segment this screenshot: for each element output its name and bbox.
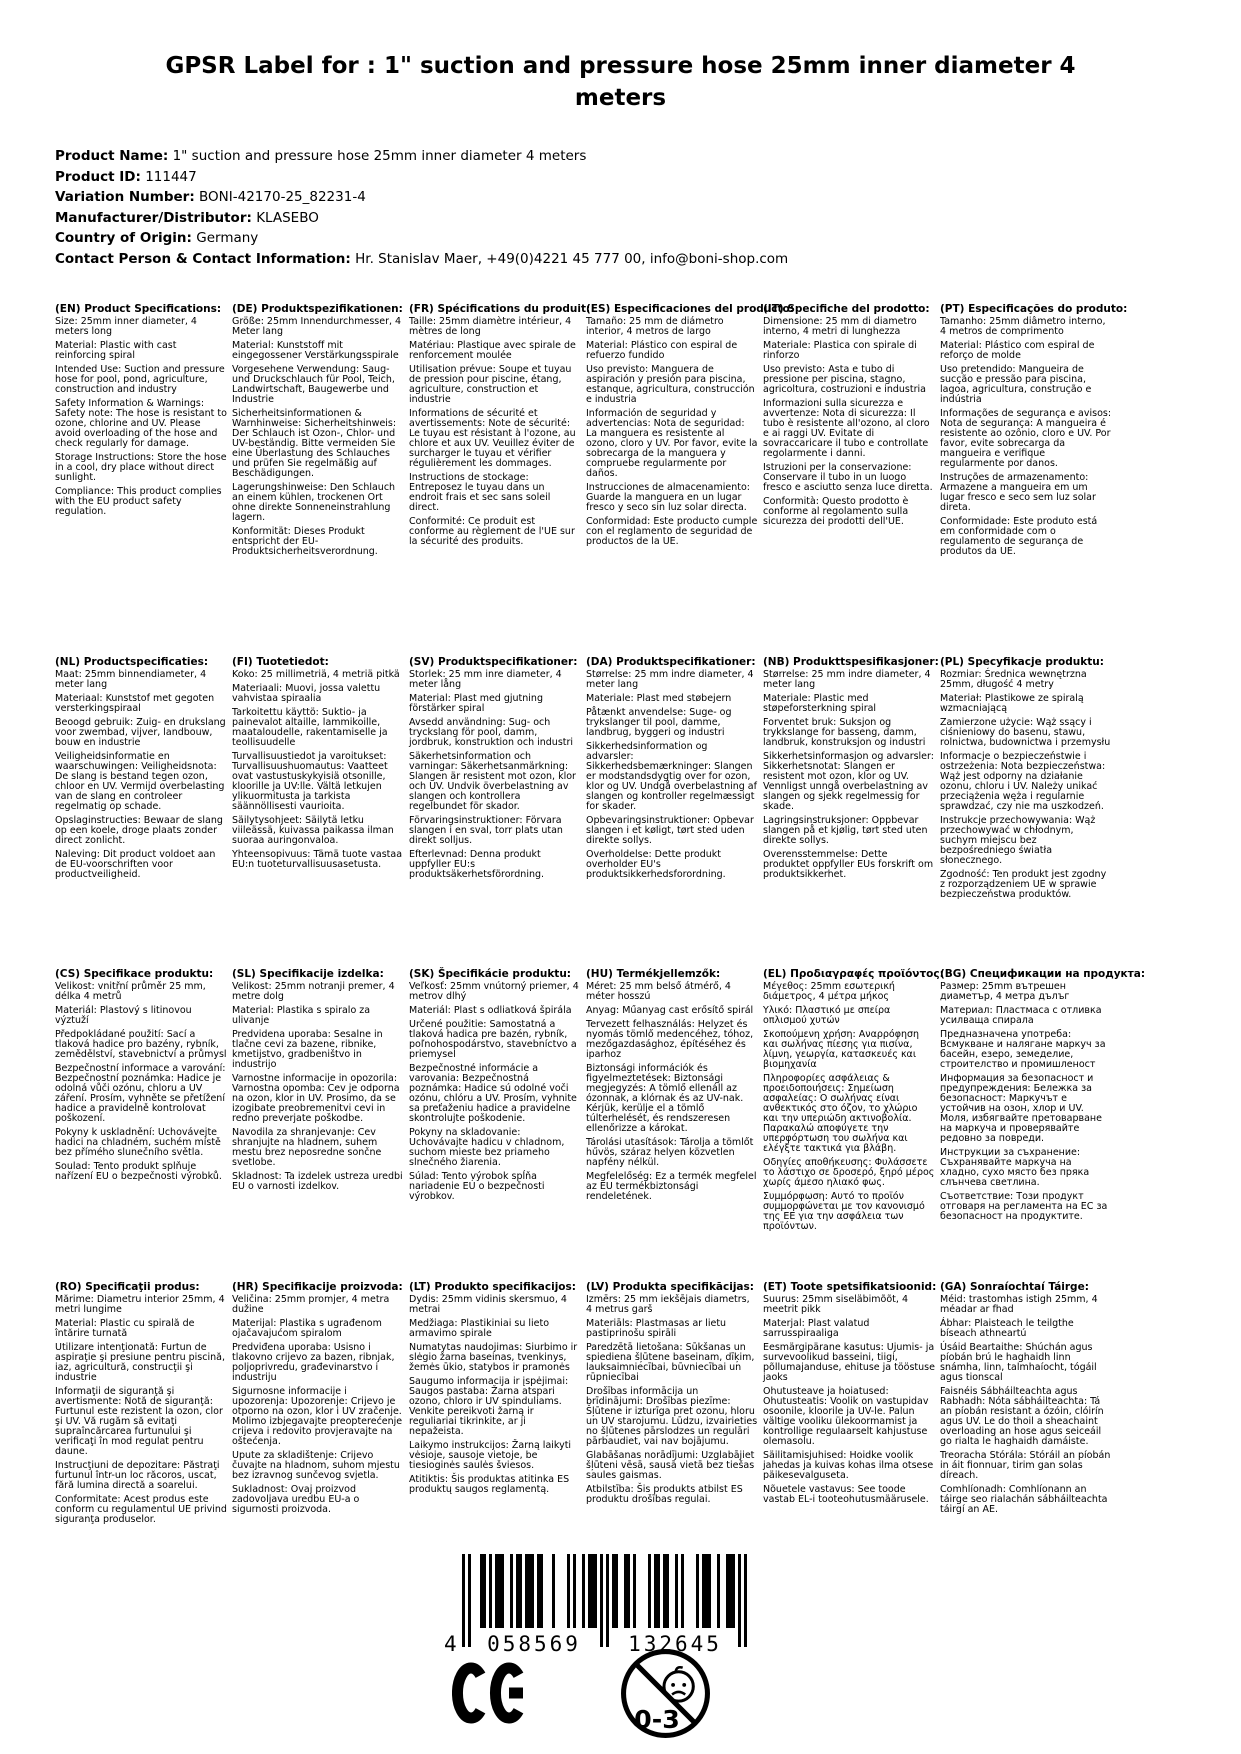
age-warning-icon (620, 1648, 711, 1739)
spec-paragraph: Opbevaringsinstruktioner: Opbevar slangen i et køligt, tørt sted uden direkte sollys. (586, 815, 754, 846)
spec-paragraph: Eesmärgipärane kasutus: Ujumis- ja survevoolikud basseini, tiigi, põllumajanduse, ehituse ja tööstuse jaoks (763, 1342, 935, 1383)
spec-paragraph: Uso previsto: Manguera de aspiración y presión para piscina, estanque, agricultura, construcción e industria (586, 364, 755, 405)
spec-paragraph: Veličina: 25mm promjer, 4 metra dužine (232, 1294, 390, 1315)
spec-paragraph: Material: Plastic with cast reinforcing spiral (55, 340, 177, 361)
spec-paragraph: Material: Plast med gjutning förstärker spiral (409, 693, 543, 714)
spec-block (409, 303, 591, 656)
spec-paragraph: Naleving: Dit product voldoet aan de EU-voorschriften voor productveiligheid. (55, 849, 216, 880)
spec-paragraph: Σκοπούμενη χρήση: Αναρρόφηση και σωλήνας πίεσης για πισίνα, λίμνη, γεωργία, κατασκευές και βιομηχανία (763, 1029, 920, 1070)
spec-block (763, 656, 939, 968)
spec-paragraph: Zgodność: Ten produkt jest zgodny z rozporządzeniem UE w sprawie bezpieczeństwa produktów. (940, 869, 1107, 900)
spec-paragraph: Размер: 25mm вътрешен диаметър, 4 метра дълъг (940, 981, 1070, 1002)
spec-paragraph: Intended Use: Suction and pressure hose for pool, pond, agriculture, construction and industry (55, 364, 225, 395)
spec-paragraph: Drošības informācija un brīdinājumi: Drošības piezīme: Šļūtene ir izturīga pret ozonu, hloru un UV starojumu. Lūdzu, izvairieties no šļūtenes pārslodzes un regulāri pārbaudiet, vai nav bojājumu. (586, 1386, 758, 1447)
spec-paragraph: Tamanho: 25mm diâmetro interno, 4 metros de comprimento (940, 316, 1106, 337)
spec-paragraph: Koko: 25 millimetriä, 4 metriä pitkä (232, 669, 400, 680)
spec-block-body (763, 982, 935, 1232)
spec-paragraph: Sigurnosne informacije i upozorenja: Upozorenje: Crijevo je otporno na ozon, klor i UV zračenje. Molimo izbjegavajte preopterećenje crijeva i redovito provjeravajte na oštećenja. (232, 1386, 403, 1447)
spec-paragraph: Μέγεθος: 25mm εσωτερική διάμετρος, 4 μέτρα μήκος (763, 981, 895, 1002)
page-title (0, 50, 1241, 114)
spec-paragraph: Instrucţiuni de depozitare: Păstraţi furtunul într-un loc răcoros, uscat, fără lumina directă a soarelui. (55, 1460, 220, 1491)
spec-block-heading: (GA) Sonraíochtaí Táirge: (940, 1281, 1089, 1293)
product-info-value: 1" suction and pressure hose 25mm inner diameter 4 meters (172, 148, 587, 164)
spec-paragraph: Materiaal: Kunststof met gegoten versterkingspiraal (55, 693, 215, 714)
spec-block-heading: (RO) Specificaţii produs: (55, 1281, 200, 1293)
spec-paragraph: Påtænkt anvendelse: Suge- og trykslanger til pool, damme, landbrug, byggeri og industri (586, 707, 732, 738)
spec-paragraph: Skladnost: Ta izdelek ustreza uredbi EU o varnosti izdelkov. (232, 1171, 403, 1192)
spec-block-body (232, 1295, 404, 1515)
spec-paragraph: Materiaali: Muovi, jossa valettu vahvistaa spiraalia (232, 683, 381, 704)
spec-paragraph: Informações de segurança e avisos: Nota de segurança: A mangueira é resistente ao ozônio, cloro e UV. Por favor, evite sobrecarga da mangueira e verifique regularmente por danos. (940, 408, 1112, 469)
spec-paragraph: Veiligheidsinformatie en waarschuwingen: Veiligheidsnota: De slang is bestand tegen ozon, chloor en UV. Vermijd overbelasting van de slang en controleer regelmatig op schade. (55, 751, 225, 812)
spec-paragraph: Utilizare intenţionată: Furtun de aspiraţie şi presiune pentru piscină, iaz, agricultură, construcţii şi industrie (55, 1342, 225, 1383)
spec-paragraph: Información de seguridad y advertencias: Nota de seguridad: La manguera es resistente al ozono, cloro y UV. Por favor, evite la sobrecarga de la manguera y compruebe regularmente por daños. (586, 408, 758, 479)
spec-block-body (232, 317, 404, 557)
spec-paragraph: Laikymo instrukcijos: Žarną laikyti vėsioje, sausoje vietoje, be tiesioginės saulės šviesos. (409, 1440, 572, 1471)
spec-block-heading: (BG) Спецификации на продукта: (940, 968, 1146, 980)
spec-paragraph: Instructions de stockage: Entreposez le tuyau dans un endroit frais et sec sans soleil direct. (409, 472, 551, 513)
spec-paragraph: Glabāšanas norādījumi: Uzglabājiet šļūteni vēsā, sausā vietā bez tiešas saules gaismas. (586, 1450, 755, 1481)
spec-block-body (409, 1295, 581, 1495)
spec-paragraph: Comhlíonadh: Comhlíonann an táirge seo rialachán sábháilteachta táirgí an AE. (940, 1484, 1108, 1515)
ce-mark-icon (452, 1662, 530, 1724)
product-info-row (55, 228, 1186, 249)
spec-paragraph: Safety Information & Warnings: Safety note: The hose is resistant to ozone, chlorine and UV. Please avoid overloading of the hose and check regularly for damage. (55, 398, 227, 449)
spec-block (409, 656, 581, 968)
product-info-value: 111447 (145, 168, 197, 185)
product-info-row (55, 146, 1186, 167)
spec-paragraph: Storlek: 25 mm inre diameter, 4 meter lång (409, 669, 562, 690)
spec-block-body (586, 317, 758, 547)
spec-paragraph: Matériau: Plastique avec spirale de renforcement moulée (409, 340, 576, 361)
product-info-value: Hr. Stanislav Maer, +49(0)4221 45 777 00, info@boni-shop.com (355, 250, 789, 267)
spec-paragraph: Turvallisuustiedot ja varoitukset: Turvallisuushuomautus: Vaatteet ovat vastustuskykyisiä otsonille, kloorille ja UV:lle. Vältä letkujen ylikuormitusta ja tarkista säännöllisesti vaurioita. (232, 751, 388, 812)
spec-block (55, 303, 227, 656)
spec-paragraph: Instrukcje przechowywania: Wąż przechowywać w chłodnym, suchym miejscu bez bezpośredniego światła słonecznego. (940, 815, 1096, 866)
spec-paragraph: Materiale: Plastic med støpeforsterkning spiral (763, 693, 877, 714)
spec-block-heading: (HU) Termékjellemzők: (586, 968, 721, 980)
spec-paragraph: Méid: trastomhas istigh 25mm, 4 méadar ar fhad (940, 1294, 1098, 1315)
spec-paragraph: Faisnéis Sábháilteachta agus Rabhadh: Nóta sábháilteachta: Tá an píobán resistant a ózóin, clóirín agus UV. Le do thoil a sheachaint overloading an hose agus seiceáil go rialta le haghaidh damáiste. (940, 1386, 1104, 1447)
spec-block-heading: (NB) Produkttspesifikasjoner: (763, 656, 939, 668)
spec-paragraph: Efterlevnad: Denna produkt uppfyller EU:s produktsäkerhetsförordning. (409, 849, 545, 880)
spec-paragraph: Materiał: Plastikowe ze spiralą wzmacniającą (940, 693, 1084, 714)
spec-paragraph: Rozmiar: Średnica wewnętrzna 25mm, długość 4 metry (940, 669, 1087, 690)
spec-paragraph: Информация за безопасност и предупреждения: Бележка за безопасност: Маркучът е устойчив на озон, хлор и UV. Моля, избягвайте претоварване на маркуча и проверявайте редовно за повреди. (940, 1073, 1102, 1144)
spec-paragraph: Sikkerhetsinformasjon og advarsler: Sikkerhetsnotat: Slangen er resistent mot ozon, klor og UV. Vennligst unngå overbelastning av slangen og sjekk regelmessig for skade. (763, 751, 934, 812)
spec-block-body (409, 982, 581, 1202)
spec-block-heading: (SV) Produktspecifikationer: (409, 656, 578, 668)
spec-block-body (940, 670, 1112, 900)
spec-paragraph: Materijal: Plastika s ugrađenom ojačavajućom spiralom (232, 1318, 382, 1339)
spec-paragraph: Megfelelőség: Ez a termék megfelel az EU termékbiztonsági rendeletének. (586, 1171, 757, 1202)
product-info-value: BONI-42170-25_82231-4 (199, 189, 366, 205)
spec-paragraph: Konformität: Dieses Produkt entspricht der EU-Produktsicherheitsverordnung. (232, 526, 378, 557)
spec-paragraph: Bezpečnostní informace a varování: Bezpečnostní poznámka: Hadice je odolná vůči ozónu, chloru a UV záření. Prosím, vyhněte se přetížení hadice a pravidelně kontrolovat poškození. (55, 1063, 226, 1124)
spec-paragraph: Οδηγίες αποθήκευσης: Φυλάσσετε το λάστιχο σε δροσερό, ξηρό μέρος χωρίς άμεσο ηλιακό φως. (763, 1157, 935, 1188)
barcode-right-digits: 132645 (628, 1632, 722, 1654)
spec-paragraph: Dydis: 25mm vidinis skersmuo, 4 metrai (409, 1294, 567, 1315)
spec-paragraph: Conformidad: Este producto cumple con el reglamento de seguridad de productos de la UE. (586, 516, 758, 547)
page-title-text: GPSR Label for : 1" suction and pressure hose 25mm inner diameter 4 meters (165, 53, 1076, 112)
spec-paragraph: Istruzioni per la conservazione: Conservare il tubo in un luogo fresco e asciutto senza luce diretta. (763, 462, 933, 493)
spec-paragraph: Soulad: Tento produkt splňuje nařízení EU o bezpečnosti výrobků. (55, 1161, 222, 1182)
spec-paragraph: Größe: 25mm Innendurchmesser, 4 Meter lang (232, 316, 402, 337)
spec-block-body (409, 317, 581, 547)
spec-block-body (586, 670, 758, 880)
barcode-first-digit: 4 (444, 1632, 457, 1654)
spec-paragraph: Pokyny k uskladnění: Uchovávejte hadici na chladném, suchém místě bez přímého slunečního světla. (55, 1127, 221, 1158)
spec-block-body (232, 670, 404, 870)
spec-block (586, 968, 758, 1281)
spec-block-heading: (ET) Toote spetsifikatsioonid: (763, 1281, 937, 1293)
spec-paragraph: Υλικό: Πλαστικό με σπείρα οπλισμού χυτών (763, 1005, 891, 1026)
spec-paragraph: Compliance: This product complies with the EU product safety regulation. (55, 486, 222, 517)
spec-block (586, 303, 794, 656)
product-info-row (55, 187, 1186, 208)
age-warning (620, 1648, 711, 1739)
spec-paragraph: Bezpečnostné informácie a varovania: Bezpečnostná poznámka: Hadice sú odolné voči ozónu, chlóru a UV. Prosím, vyhnite sa preťaženiu hadice a pravidelne skontrolujte poškodenie. (409, 1063, 577, 1124)
spec-paragraph: Tamaño: 25 mm de diámetro interior, 4 metros de largo (586, 316, 724, 337)
spec-paragraph: Säkerhetsinformation och varningar: Säkerhetsanmärkning: Slangen är resistent mot ozon, klor och UV. Undvik överbelastning av slangen och kontrollera regelbundet för skador. (409, 751, 576, 812)
spec-paragraph: Uso previsto: Asta e tubo di pressione per piscina, stagno, agricoltura, costruzioni e industria (763, 364, 926, 395)
spec-paragraph: Conformità: Questo prodotto è conforme al regolamento sulla sicurezza dei prodotti dell'UE. (763, 496, 909, 527)
spec-block-body (55, 670, 227, 880)
spec-paragraph: Ohutusteave ja hoiatused: Ohutusteatis: Voolik on vastupidav osoonile, kloorile ja UV-le. Palun vältige vooliku ülekoormamist ja kontrollige regulaarselt kahjustuse olemasolu. (763, 1386, 929, 1447)
spec-paragraph: Méret: 25 mm belső átmérő, 4 méter hosszú (586, 981, 731, 1002)
spec-block-body (409, 670, 581, 880)
spec-paragraph: Sukladnost: Ovaj proizvod zadovoljava uredbu EU-a o sigurnosti proizvoda. (232, 1484, 360, 1515)
spec-paragraph: Treoracha Stórála: Stóráil an píobán in áit fionnuar, tirim gan solas díreach. (940, 1450, 1111, 1481)
spec-block-heading: (HR) Specifikacije proizvoda: (232, 1281, 403, 1293)
barcode-left-digits: 058569 (487, 1632, 581, 1654)
spec-block-heading: (CS) Specifikace produktu: (55, 968, 214, 980)
spec-paragraph: Conformité: Ce produit est conforme au règlement de l'UE sur la sécurité des produits. (409, 516, 575, 547)
product-info-label: Product Name: (55, 148, 169, 164)
spec-block-heading: (EL) Προδιαγραφές προϊόντος: (763, 968, 944, 980)
spec-block-heading: (EN) Product Specifications: (55, 303, 222, 315)
spec-paragraph: Informaţii de siguranţă şi avertismente: Notă de siguranţă: Furtunul este rezistent la ozon, clor şi UV. Vă rugăm să evitaţi supraîncărcarea furtunului şi verificaţi în mod regulat pentru daune. (55, 1386, 223, 1457)
spec-block (232, 656, 404, 968)
product-info-label: Product ID: (55, 168, 141, 185)
spec-block-heading: (NL) Productspecificaties: (55, 656, 209, 668)
product-info-label: Contact Person & Contact Information: (55, 250, 351, 267)
spec-paragraph: Lagringsinstruksjoner: Oppbevar slangen på et kjølig, tørt sted uten direkte sollys. (763, 815, 928, 846)
spec-paragraph: Materiál: Plast s odliatková špirála (409, 1005, 572, 1016)
spec-block (409, 968, 581, 1281)
spec-paragraph: Инструкции за съхранение: Съхранявайте маркуча на хладно, сухо място без пряка слънчева светлина. (940, 1147, 1090, 1188)
spec-block-body (586, 982, 758, 1202)
spec-paragraph: Conformidade: Este produto está em conformidade com o regulamento de segurança de produtos da UE. (940, 516, 1098, 557)
spec-paragraph: Navodila za shranjevanje: Cev shranjujte na hladnem, suhem mestu brez neposredne sončne svetlobe. (232, 1127, 382, 1168)
spec-paragraph: Avsedd användning: Sug- och tryckslang för pool, damm, jordbruk, konstruktion och industri (409, 717, 574, 748)
spec-paragraph: Sikkerhedsinformation og advarsler: Sikkerhedsbemærkninger: Slangen er modstandsdygtig over for ozon, klor og UV. Undgå overbelastning af slangen og kontroller regelmæssigt for skader. (586, 741, 757, 812)
spec-paragraph: Συμμόρφωση: Αυτό το προϊόν συμμορφώνεται με τον κανονισμό της ΕΕ για την ασφάλεια των προϊόντων. (763, 1191, 925, 1232)
spec-paragraph: Предназначена употреба: Всмукване и налягане маркуч за басейн, езеро, земеделие, строителство и промишленост (940, 1029, 1106, 1070)
spec-block-body (55, 982, 227, 1182)
spec-paragraph: Súlad: Tento výrobok spĺňa nariadenie EÚ o bezpečnosti výrobkov. (409, 1171, 545, 1202)
spec-block (940, 968, 1146, 1281)
spec-paragraph: Atitiktis: Šis produktas atitinka ES produktų saugos reglamentą. (409, 1474, 570, 1495)
spec-paragraph: Beoogd gebruik: Zuig- en drukslang voor zwembad, vijver, landbouw, bouw en industrie (55, 717, 226, 748)
spec-paragraph: Säilytysohjeet: Säilytä letku viileässä, kuivassa paikassa ilman suoraa auringonvaloa. (232, 815, 394, 846)
spec-paragraph: Predvidena uporaba: Sesalne in tlačne cevi za bazene, ribnike, kmetijstvo, gradbeništvo in industrijo (232, 1029, 383, 1070)
spec-paragraph: Predviđena uporaba: Usisno i tlakovno crijevo za bazen, ribnjak, poljoprivredu, građevinarstvo i industriju (232, 1342, 395, 1383)
spec-block (586, 656, 758, 968)
spec-block (232, 1281, 404, 1529)
spec-block (940, 656, 1112, 968)
spec-block-heading: (FR) Spécifications du produit: (409, 303, 591, 315)
spec-paragraph: Velikost: 25mm notranji premer, 4 metre dolg (232, 981, 395, 1002)
product-info-row (55, 249, 1186, 270)
spec-paragraph: Maat: 25mm binnendiameter, 4 meter lang (55, 669, 207, 690)
spec-paragraph: Upute za skladištenje: Crijevo čuvajte na hladnom, suhom mjestu bez izravnog sunčevog svjetla. (232, 1450, 400, 1481)
spec-block-body (763, 317, 935, 527)
spec-paragraph: Material: Plastika s spiralo za ulivanje (232, 1005, 371, 1026)
product-info-label: Variation Number: (55, 189, 195, 205)
spec-block-body (763, 670, 935, 880)
spec-paragraph: Vorgesehene Verwendung: Saug- und Druckschlauch für Pool, Teich, Landwirtschaft, Baugewerbe und Industrie (232, 364, 395, 405)
spec-paragraph: Tarkoitettu käyttö: Suktio- ja painevalot altaille, lammikoille, maataloudelle, rakentamiselle ja teollisuudelle (232, 707, 388, 748)
spec-paragraph: Suurus: 25mm siseläbimõõt, 4 meetrit pikk (763, 1294, 908, 1315)
spec-paragraph: Veľkosť: 25mm vnútorný priemer, 4 metrov dlhý (409, 981, 579, 1002)
spec-paragraph: Velikost: vnitřní průměr 25 mm, délka 4 metrů (55, 981, 206, 1002)
ce-mark (452, 1662, 530, 1724)
spec-block (55, 1281, 227, 1529)
spec-block (55, 968, 227, 1281)
spec-paragraph: Pokyny na skladovanie: Uchovávajte hadicu v chladnom, suchom mieste bez priameho slnečného žiarenia. (409, 1127, 565, 1168)
spec-paragraph: Säilitamisjuhised: Hoidke voolik jahedas ja kuivas kohas ilma otsese päikesevalguseta. (763, 1450, 934, 1481)
spec-paragraph: Størrelse: 25 mm indre diameter, 4 meter lang (763, 669, 931, 690)
spec-block-body (586, 1295, 758, 1505)
spec-paragraph: Tervezett felhasználás: Helyzet és nyomás tömlő medencéhez, tóhoz, mezőgazdasághoz, építéséhez és iparhoz (586, 1019, 754, 1060)
product-info-row (55, 208, 1186, 229)
spec-block-heading: (DA) Produktspecifikationer: (586, 656, 756, 668)
spec-paragraph: Sicherheitsinformationen & Warnhinweise: Sicherheitshinweis: Der Schlauch ist Ozon-, Chlor- und UV-beständig. Bitte vermeiden Sie eine Überlastung des Schlauches und prüfen Sie regelmäßig auf Beschädigungen. (232, 408, 397, 479)
spec-paragraph: Uso pretendido: Mangueira de sucção e pressão para piscina, lagoa, agricultura, construção e indústria (940, 364, 1092, 405)
spec-paragraph: Πληροφορίες ασφάλειας & προειδοποιήσεις: Σημείωση ασφαλείας: Ο σωλήνας είναι ανθεκτικός στο όζον, το χλώριο και την υπεριώδη ακτινοβολία. Παρακαλώ αποφύγετε την υπερφόρτωση του σωλήνα και ελέγξτε τακτικά για βλάβη. (763, 1073, 918, 1154)
spec-block (940, 1281, 1112, 1529)
spec-block-body (232, 982, 404, 1192)
spec-paragraph: Materiāls: Plastmasas ar lietu pastiprinošu spirāli (586, 1318, 727, 1339)
spec-paragraph: Съответствие: Този продукт отговаря на регламента на ЕС за безопасност на продуктите. (940, 1191, 1108, 1222)
spec-block-heading: (LV) Produkta specifikācijas: (586, 1281, 754, 1293)
spec-block-heading: (SK) Špecifikácie produktu: (409, 968, 572, 980)
spec-paragraph: Opslaginstructies: Bewaar de slang op een koele, droge plaats zonder direct zonlicht. (55, 815, 223, 846)
spec-block-body (940, 317, 1112, 557)
spec-block-body (763, 1295, 935, 1505)
spec-paragraph: Ábhar: Plaisteach le teilgthe bíseach athneartú (940, 1318, 1074, 1339)
spec-block-heading: (PT) Especificações do produto: (940, 303, 1128, 315)
spec-paragraph: Forventet bruk: Suksjon og trykkslange for basseng, damm, landbruk, konstruksjon og industri (763, 717, 926, 748)
spec-paragraph: Medžiaga: Plastikiniai su lieto armavimo spirale (409, 1318, 550, 1339)
spec-block (232, 968, 404, 1281)
spec-block (409, 1281, 581, 1529)
spec-grid (55, 303, 1146, 1529)
product-info-value: KLASEBO (256, 209, 319, 226)
spec-paragraph: Informations de sécurité et avertissements: Note de sécurité: Le tuyau est résistant à l'ozone, au chlore et aux UV. Veuillez éviter de surcharger le tuyau et vérifier régulièrement les dommages. (409, 408, 576, 469)
spec-block-body (940, 982, 1112, 1222)
spec-paragraph: Size: 25mm inner diameter, 4 meters long (55, 316, 197, 337)
spec-block (763, 303, 935, 656)
spec-paragraph: Overholdelse: Dette produkt overholder EU's produktsikkerhedsforordning. (586, 849, 726, 880)
product-info-label: Manufacturer/Distributor: (55, 209, 252, 226)
spec-block-heading: (ES) Especificaciones del producto: (586, 303, 794, 315)
spec-paragraph: Material: Plástico con espiral de refuerzo fundido (586, 340, 738, 361)
spec-paragraph: Dimensione: 25 mm di diametro interno, 4 metri di lunghezza (763, 316, 917, 337)
spec-block (586, 1281, 758, 1529)
spec-paragraph: Materiale: Plast med støbejern (586, 693, 732, 704)
spec-paragraph: Материал: Пластмаса с отливка усилваща спирала (940, 1005, 1102, 1026)
spec-block-heading: (IT) Specifiche del prodotto: (763, 303, 930, 315)
spec-paragraph: Yhteensopivuus: Tämä tuote vastaa EU:n tuoteturvallisuusasetusta. (232, 849, 403, 870)
spec-paragraph: Informazioni sulla sicurezza e avvertenze: Nota di sicurezza: Il tubo è resistente all'ozono, al cloro e ai raggi UV. Evitate di sovraccaricare il tubo e controllate regolarmente i danni. (763, 398, 930, 459)
spec-paragraph: Material: Plástico com espiral de reforço de molde (940, 340, 1095, 361)
spec-paragraph: Utilisation prévue: Soupe et tuyau de pression pour piscine, étang, agriculture, construction et industrie (409, 364, 572, 405)
spec-block-body (940, 1295, 1112, 1515)
spec-paragraph: Paredzētā lietošana: Sūkšanas un spiediena šļūtene baseinam, dīķim, lauksaimniecībai, būvniecībai un rūpniecībai (586, 1342, 755, 1383)
spec-paragraph: Materiál: Plastový s litinovou výztuží (55, 1005, 192, 1026)
spec-paragraph: Atbilstība: Šis produkts atbilst ES produktu drošības regulai. (586, 1484, 743, 1505)
spec-paragraph: Úsáid Beartaithe: Shúchán agus píobán brú le haghaidh linn snámha, linn, talmhaíocht, tógáil agus tionscal (940, 1342, 1097, 1383)
spec-paragraph: Určené použitie: Samostatná a tlaková hadica pre bazén, rybník, poľnohospodárstvo, stavebníctvo a priemysel (409, 1019, 577, 1060)
spec-paragraph: Material: Kunststoff mit eingegossener Verstärkungsspirale (232, 340, 399, 361)
spec-block (232, 303, 404, 656)
ean-barcode (436, 1554, 757, 1654)
spec-paragraph: Förvaringsinstruktioner: Förvara slangen i en sval, torr plats utan direkt solljus. (409, 815, 563, 846)
product-info-row (55, 167, 1186, 188)
spec-block-heading: (PL) Specyfikacje produktu: (940, 656, 1104, 668)
spec-paragraph: Biztonsági információk és figyelmeztetések: Biztonsági megjegyzés: A tömlő ellenáll az ózonnak, a klórnak és az UV-nak. Kérjük, kerülje el a tömlő túlterhelését, és rendszeresen ellenőrizze a károkat. (586, 1063, 744, 1134)
product-info-value: Germany (196, 230, 259, 246)
spec-paragraph: Materjal: Plast valatud sarrusspiraaliga (763, 1318, 870, 1339)
spec-paragraph: Størrelse: 25 mm indre diameter, 4 meter lang (586, 669, 754, 690)
spec-block-heading: (DE) Produktspezifikationen: (232, 303, 403, 315)
spec-block (940, 303, 1128, 656)
spec-block-body (55, 317, 227, 517)
age-warning-label: 0-3 (634, 1704, 680, 1734)
product-info (55, 146, 1186, 269)
spec-paragraph: Nõuetele vastavus: See toode vastab EL-i tooteohutusmäärusele. (763, 1484, 929, 1505)
spec-paragraph: Instrucciones de almacenamiento: Guarde la manguera en un lugar fresco y seco sin luz solar directa. (586, 482, 750, 513)
spec-paragraph: Varnostne informacije in opozorila: Varnostna opomba: Cev je odporna na ozon, klor in UV. Prosimo, da se izogibate preobremenitvi cevi in redno preverjate poškodbe. (232, 1073, 400, 1124)
spec-paragraph: Lagerungshinweise: Den Schlauch an einem kühlen, trockenen Ort ohne direkte Sonneneinstrahlung lagern. (232, 482, 396, 523)
spec-paragraph: Zamierzone użycie: Wąż ssący i ciśnieniowy do basenu, stawu, rolnictwa, budownictwa i przemysłu (940, 717, 1111, 748)
spec-paragraph: Tárolási utasítások: Tárolja a tömlőt hűvös, száraz helyen közvetlen napfény nélkül. (586, 1137, 754, 1168)
spec-block-heading: (LT) Produkto specifikacijos: (409, 1281, 576, 1293)
spec-paragraph: Anyag: Műanyag cast erősítő spirál (586, 1005, 754, 1016)
product-info-label: Country of Origin: (55, 230, 192, 246)
spec-paragraph: Storage Instructions: Store the hose in a cool, dry place without direct sunlight. (55, 452, 227, 483)
spec-paragraph: Předpokládané použití: Sací a tlaková hadice pro bazény, rybník, zemědělství, stavebnictví a průmysl (55, 1029, 227, 1060)
spec-paragraph: Conformitate: Acest produs este conform cu regulamentul UE privind siguranţa produselor. (55, 1494, 227, 1525)
spec-block (763, 1281, 935, 1529)
spec-block-heading: (SL) Specifikacije izdelka: (232, 968, 384, 980)
spec-paragraph: Informacje o bezpieczeństwie i ostrzeżenia: Nota bezpieczeństwa: Wąż jest odporny na działanie ozonu, chloru i UV. Należy unikać przeciążenia węża i regularnie sprawdzać, czy nie ma uszkodzeń. (940, 751, 1106, 812)
spec-paragraph: Materiale: Plastica con spirale di rinforzo (763, 340, 917, 361)
spec-paragraph: Overensstemmelse: Dette produktet oppfyller EUs forskrift om produktsikkerhet. (763, 849, 934, 880)
spec-paragraph: Mărime: Diametru interior 25mm, 4 metri lungime (55, 1294, 225, 1315)
spec-paragraph: Material: Plastic cu spirală de întărire turnată (55, 1318, 195, 1339)
spec-block-heading: (FI) Tuotetiedot: (232, 656, 329, 668)
barcode-icon (436, 1554, 757, 1654)
spec-paragraph: Numatytas naudojimas: Siurbimo ir slėgio žarna baseinas, tvenkinys, žemės ūkio, statybos ir pramonės (409, 1342, 578, 1373)
spec-block-body (55, 1295, 227, 1525)
spec-block (55, 656, 227, 968)
spec-paragraph: Instruções de armazenamento: Armazene a mangueira em um lugar fresco e seco sem luz solar direta. (940, 472, 1096, 513)
spec-paragraph: Taille: 25mm diamètre intérieur, 4 mètres de long (409, 316, 572, 337)
spec-block (763, 968, 944, 1281)
spec-paragraph: Saugumo informacija ir įspėjimai: Saugos pastaba: Žarna atspari ozono, chloro ir UV spinduliams. Venkite pereikvoti žarną ir reguliariai tikrinkite, ar ji nepažeista. (409, 1376, 569, 1437)
spec-paragraph: Izmērs: 25 mm iekšējais diametrs, 4 metrus garš (586, 1294, 750, 1315)
